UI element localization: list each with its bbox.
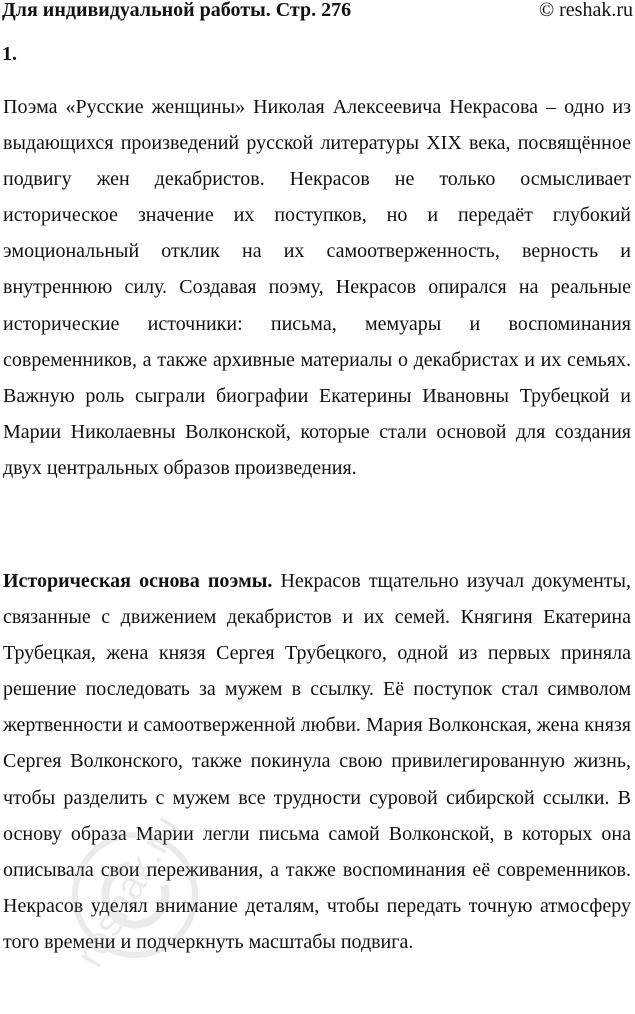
task-number: 1.	[2, 43, 17, 65]
paragraph-intro: Поэма «Русские женщины» Николая Алексеевича Некрасова – одно из выдающихся произведений русской литературы XIX века, посвящённое подвигу жен декабристов. Некрасов не только осмысливает историческое значение их поступков, но и передаёт глубокий эмоциональный отклик на их самоотверженность, верность и внутреннюю силу. Создавая поэму, Некрасов опирался на реальные исторические источники: письма, мемуары и воспоминания современников, а также архивные материалы о декабристах и их семьях. Важную роль сыграли биографии Екатерины Ивановны Трубецкой и Марии Николаевны Волконской, которые стали основой для создания двух центральных образов произведения.	[3, 96, 631, 479]
paragraph-body: Некрасов тщательно изучал документы, связанные с движением декабристов и их семей. Княгиня Екатерина Трубецкая, жена князя Сергея Трубецкого, одной из первых приняла решение последовать за мужем в ссылку. Её поступок стал символом жертвенности и самоотверженной любви. Мария Волконская, жена князя Сергея Волконского, также покинула свою привилегированную жизнь, чтобы разделить с мужем все трудности суровой сибирской ссылки. В основу образа Марии легли письма самой Волконской, в которых она описывала свои переживания, а также воспоминания её современников. Некрасов уделял внимание деталям, чтобы передать точную атмосферу того времени и подчеркнуть масштабы подвига.	[3, 570, 631, 953]
page-title: Для индивидуальной работы. Стр. 276	[2, 0, 352, 21]
page-header	[0, 0, 635, 26]
watermark-text: reshak.ru	[67, 807, 189, 975]
site-credit: © reshak.ru	[538, 0, 633, 21]
paragraph-historical-basis	[3, 563, 631, 960]
paragraph-lead: Историческая основа поэмы.	[3, 570, 273, 592]
